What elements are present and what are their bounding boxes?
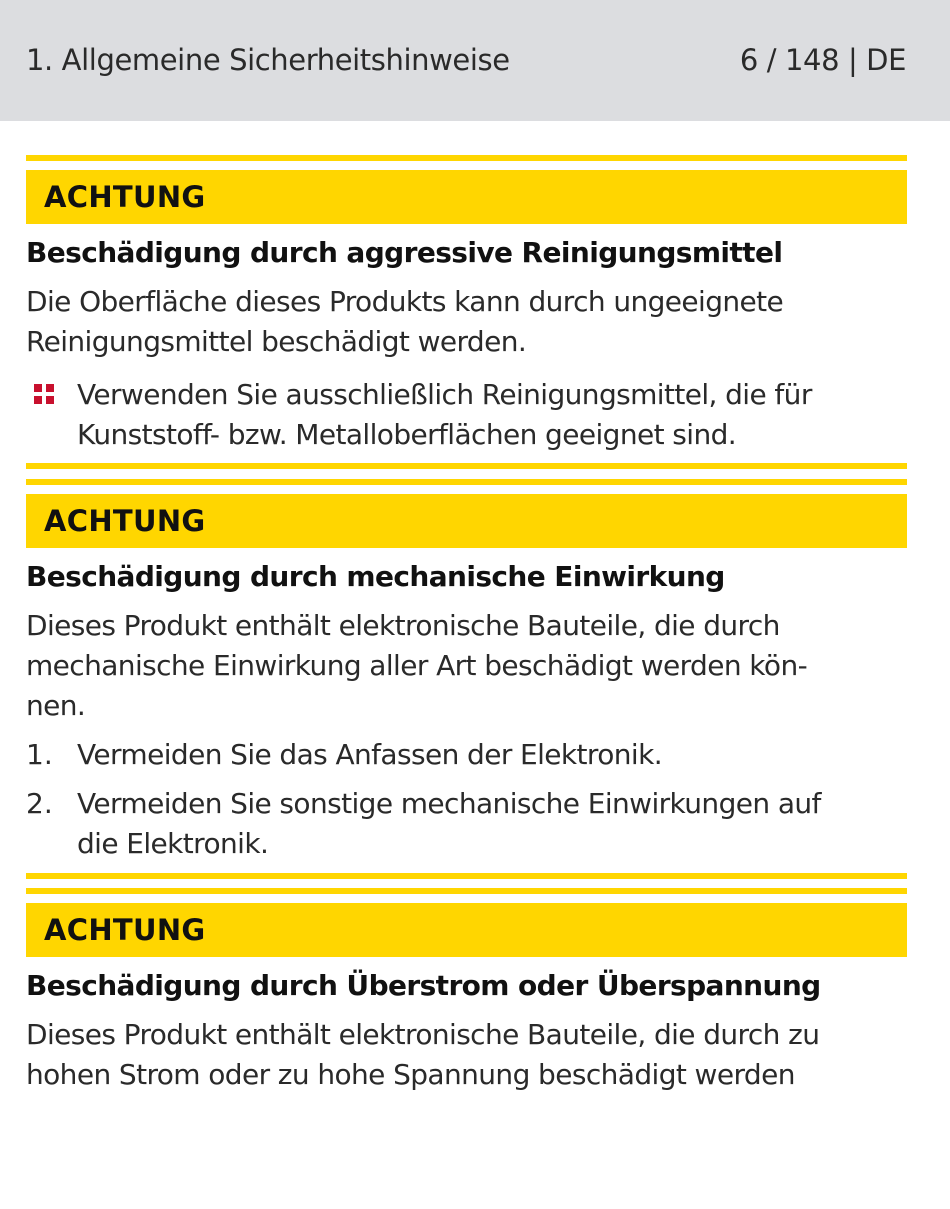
bullet-text — [77, 375, 907, 455]
page-header — [0, 0, 950, 121]
step-line: Vermeiden Sie sonstige mechanische Einwirkungen auf — [77, 787, 821, 820]
bullet-line: Verwenden Sie ausschließlich Reinigungsmittel, die für — [77, 378, 812, 411]
notice-heading: Beschädigung durch Überstrom oder Überspannung — [26, 969, 821, 1002]
body-line: Dieses Produkt enthält elektronische Bauteile, die durch zu — [26, 1018, 820, 1051]
notice-body — [26, 606, 907, 726]
body-line: nen. — [26, 689, 86, 722]
notice-banner — [26, 170, 907, 224]
body-line: hohen Strom oder zu hohe Spannung beschädigt werden — [26, 1058, 795, 1091]
notice-top-rule — [26, 155, 907, 161]
step-number: 2. — [26, 787, 53, 820]
notice-label: ACHTUNG — [44, 504, 206, 538]
step-line: die Elektronik. — [77, 827, 269, 860]
body-line: Die Oberfläche dieses Produkts kann durch ungeeignete — [26, 285, 784, 318]
bullet-line: Kunststoff- bzw. Metalloberflächen geeignet sind. — [77, 418, 737, 451]
body-line: mechanische Einwirkung aller Art beschädigt werden kön- — [26, 649, 808, 682]
notice-top-rule — [26, 479, 907, 485]
notice-heading: Beschädigung durch aggressive Reinigungsmittel — [26, 236, 783, 269]
notice-bottom-rule — [26, 873, 907, 879]
notice-bottom-rule — [26, 463, 907, 469]
red-bullet-icon — [34, 384, 54, 404]
notice-banner — [26, 494, 907, 548]
body-line: Dieses Produkt enthält elektronische Bauteile, die durch — [26, 609, 780, 642]
notice-label: ACHTUNG — [44, 180, 206, 214]
notice-body — [26, 282, 907, 362]
notice-banner — [26, 903, 907, 957]
step-number: 1. — [26, 738, 53, 771]
step-text — [77, 784, 907, 864]
notice-top-rule — [26, 888, 907, 894]
notice-heading: Beschädigung durch mechanische Einwirkung — [26, 560, 725, 593]
notice-label: ACHTUNG — [44, 913, 206, 947]
step-text — [77, 735, 907, 775]
notice-body — [26, 1015, 907, 1095]
body-line: Reinigungsmittel beschädigt werden. — [26, 325, 527, 358]
step-line: Vermeiden Sie das Anfassen der Elektronik. — [77, 738, 662, 771]
page-number: 6 / 148 | DE — [739, 43, 906, 77]
section-title: 1. Allgemeine Sicherheitshinweise — [26, 43, 510, 77]
